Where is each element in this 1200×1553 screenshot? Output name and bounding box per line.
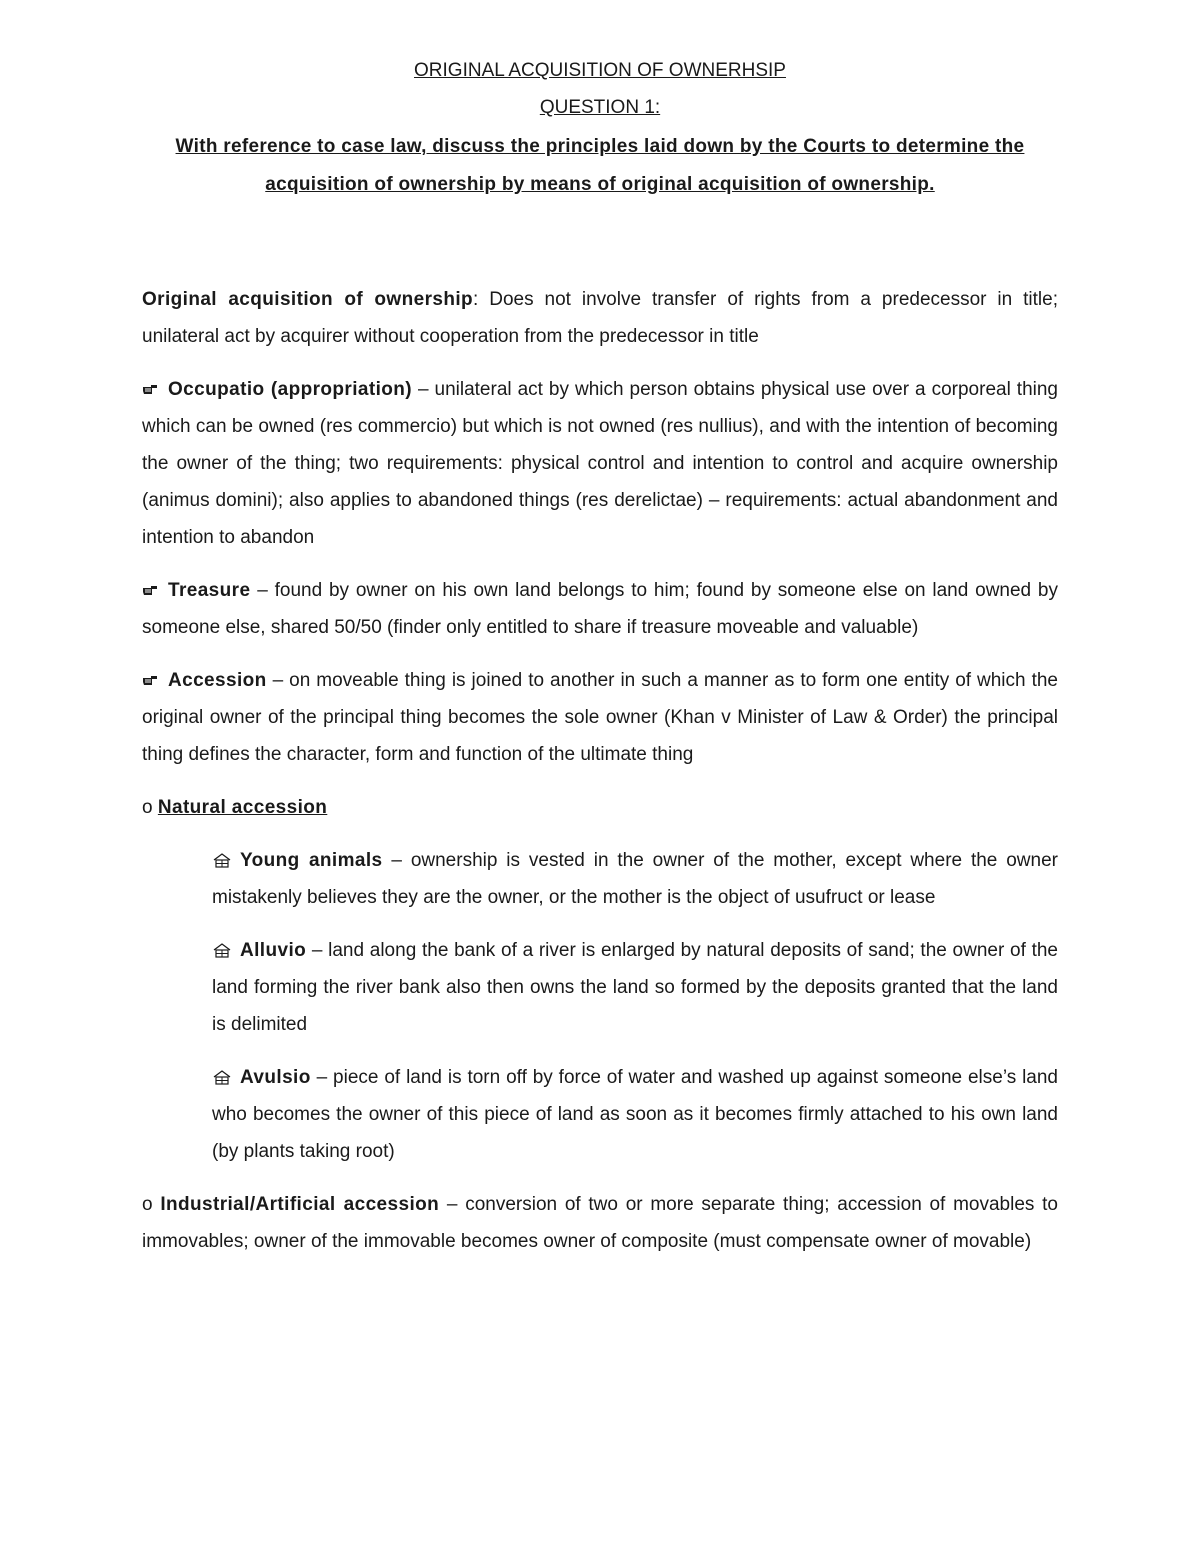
house-icon [212,1061,232,1077]
item-term: Treasure [168,580,251,601]
house-icon [212,844,232,860]
item-term: Occupatio (appropriation) [168,379,412,400]
pointing-hand-icon [142,663,158,677]
list-item-occupatio [142,371,1058,556]
document-page [142,52,1058,1260]
sub-item-text: – ownership is vested in the owner of the mother, except where the owner mistakenly believes they are the owner, or the mother is the object of usufruct or lease [212,850,1058,908]
natural-accession-title: Natural accession [157,797,328,818]
pointing-hand-icon [142,573,158,587]
list-item-accession [142,662,1058,773]
sub-item-text: – piece of land is torn off by force of water and washed up against someone else’s land who becomes the owner of this piece of land as soon as it becomes firmly attached to his own land (by plants taking root) [212,1067,1058,1162]
intro-paragraph [142,281,1058,355]
sub-item-term: Avulsio [240,1067,311,1088]
intro-text: : Does not involve transfer of rights from a predecessor in title; unilateral act by acquirer without cooperation from the predecessor in title [142,289,1058,347]
house-icon [212,934,232,950]
industrial-accession-paragraph [142,1186,1058,1260]
sub-item-alluvio [212,932,1058,1043]
sub-item-young-animals [212,842,1058,916]
document-title: ORIGINAL ACQUISITION OF OWNERHSIP [414,60,786,81]
pointing-hand-icon [142,372,158,386]
intro-term: Original acquisition of ownership [142,289,474,310]
sub-item-avulsio [212,1059,1058,1170]
item-text: – found by owner on his own land belongs to him; found by someone else on land owned by someone else, shared 50/50 (finder only entitled to share if treasure moveable and valuable) [142,580,1058,638]
sub-item-text: – land along the bank of a river is enlarged by natural deposits of sand; the owner of the land forming the river bank also then owns the land so formed by the deposits granted that the land is delimited [212,940,1058,1035]
list-item-treasure [142,572,1058,646]
list-marker: o [142,1194,161,1215]
sub-item-term: Young animals [240,850,383,871]
sub-item-term: Alluvio [240,940,307,961]
list-marker: o [142,797,158,818]
industrial-accession-text: – conversion of two or more separate thing; accession of movables to immovables; owner of the immovable becomes owner of composite (must compensate owner of movable) [142,1194,1058,1252]
item-text: – on moveable thing is joined to another in such a manner as to form one entity of which the original owner of the principal thing becomes the sole owner (Khan v Minister of Law & Order) the principal thing defines the character, form and function of the ultimate thing [142,670,1058,765]
item-text: – unilateral act by which person obtains physical use over a corporeal thing which can be owned (res commercio) but which is not owned (res nullius), and with the intention of becoming the owner of the thing; two requirements: physical control and intention to control and acquire ownership (animus domini); also applies to abandoned things (res derelictae) – requirements: actual abandonment and intention to abandon [142,379,1058,548]
question-label: QUESTION 1: [539,97,661,118]
industrial-accession-term: Industrial/Artificial accession [160,1194,440,1215]
item-term: Accession [168,670,267,691]
question-text: With reference to case law, discuss the principles laid down by the Courts to determine the acquisition of ownership by means of original acquisition of ownership. [175,136,1025,195]
natural-accession-heading [142,789,1058,826]
